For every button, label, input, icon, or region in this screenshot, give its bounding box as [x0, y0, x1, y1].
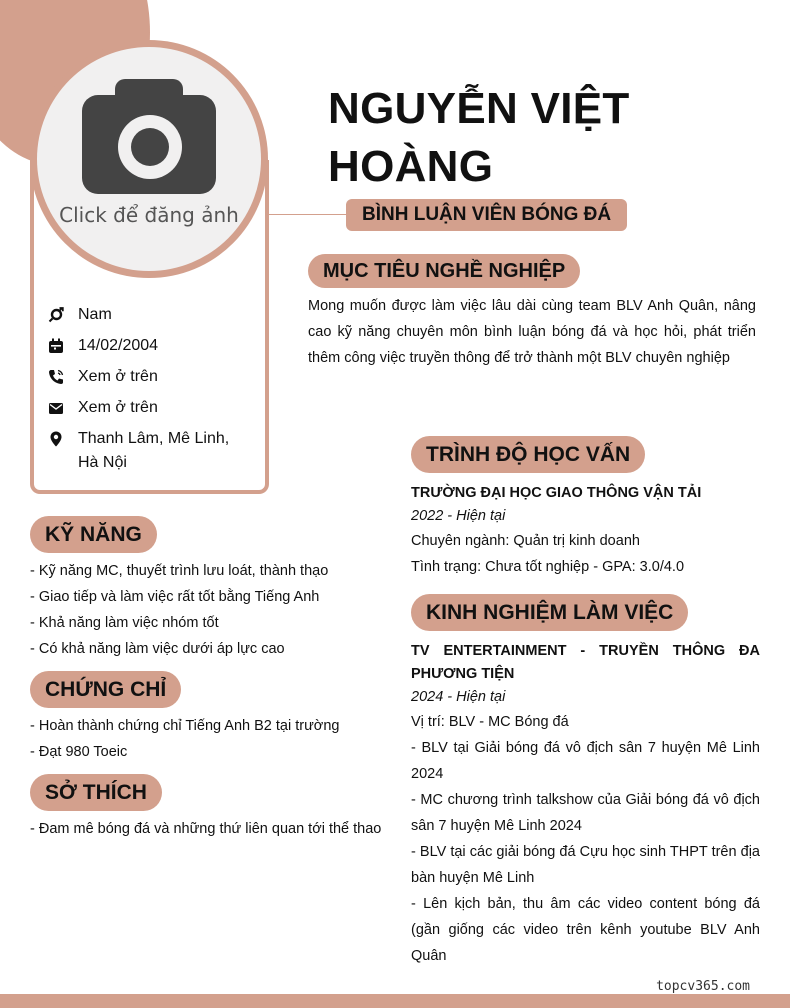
- experience-period: 2024 - Hiện tại: [411, 689, 506, 705]
- education-major: Chuyên ngành: Quản trị kinh doanh: [411, 533, 640, 549]
- phone-value: Xem ở trên: [78, 368, 158, 385]
- full-name-line2: HOÀNG: [328, 142, 494, 191]
- experience-company: TV ENTERTAINMENT - TRUYỀN THÔNG ĐA PHƯƠNG TIỆN: [411, 643, 760, 682]
- experience-item: - MC chương trình talkshow của Giải bóng đá vô địch sân 7 huyện Mê Linh 2024: [411, 792, 760, 834]
- envelope-icon: [48, 400, 64, 416]
- skill-item: - Có khả năng làm việc dưới áp lực cao: [30, 641, 285, 657]
- education-status: Tình trạng: Chưa tốt nghiệp - GPA: 3.0/4.0: [411, 559, 685, 575]
- education-school: TRƯỜNG ĐẠI HỌC GIAO THÔNG VẬN TẢI: [411, 485, 702, 501]
- certificate-item: - Hoàn thành chứng chỉ Tiếng Anh B2 tại trường: [30, 718, 340, 734]
- hobbies-heading: SỞ THÍCH: [30, 774, 162, 811]
- camera-icon-lens-inner[interactable]: [131, 128, 169, 166]
- calendar-icon: [48, 338, 64, 354]
- skill-item: - Kỹ năng MC, thuyết trình lưu loát, thành thạo: [30, 563, 329, 579]
- birthday-row: [48, 334, 158, 358]
- address-row: [48, 427, 229, 475]
- experience-item: - BLV tại các giải bóng đá Cựu học sinh THPT trên địa bàn huyện Mê Linh: [411, 844, 760, 886]
- objective-heading: MỤC TIÊU NGHỀ NGHIỆP: [308, 254, 580, 288]
- skill-item: - Giao tiếp và làm việc rất tốt bằng Tiếng Anh: [30, 589, 320, 605]
- experience-item: - Lên kịch bản, thu âm các video content bóng đá (gần giống các video trên kênh youtube BLV Anh Quân: [411, 896, 760, 964]
- skills-heading: KỸ NĂNG: [30, 516, 157, 553]
- address-line2: Hà Nội: [78, 454, 127, 471]
- location-pin-icon: [48, 431, 64, 447]
- hobby-item: - Đam mê bóng đá và những thứ liên quan tới thể thao: [30, 821, 382, 837]
- phone-row: [48, 365, 158, 389]
- footer-bar: [0, 994, 790, 1008]
- photo-upload-caption[interactable]: Click để đăng ảnh: [59, 203, 239, 227]
- gender-row: [48, 303, 112, 327]
- experience-item: - BLV tại Giải bóng đá vô địch sân 7 huyện Mê Linh 2024: [411, 740, 760, 782]
- birthday-value: 14/02/2004: [78, 337, 159, 354]
- job-title-badge: BÌNH LUẬN VIÊN BÓNG ĐÁ: [346, 199, 627, 231]
- watermark: topcv365.com: [656, 979, 750, 994]
- email-value: Xem ở trên: [78, 399, 158, 416]
- education-heading: TRÌNH ĐỘ HỌC VẤN: [411, 436, 645, 473]
- certificate-item: - Đạt 980 Toeic: [30, 744, 128, 760]
- skill-item: - Khả năng làm việc nhóm tốt: [30, 615, 219, 631]
- education-period: 2022 - Hiện tại: [411, 508, 506, 524]
- certificates-heading: CHỨNG CHỈ: [30, 671, 181, 708]
- gender-value: Nam: [78, 306, 112, 323]
- title-connector-line: [268, 214, 348, 215]
- full-name: [328, 80, 630, 196]
- experience-position: Vị trí: BLV - MC Bóng đá: [411, 714, 569, 730]
- gender-icon: [48, 307, 64, 323]
- phone-icon: [48, 369, 64, 385]
- full-name-line1: NGUYỄN VIỆT: [328, 84, 630, 133]
- address-line1: Thanh Lâm, Mê Linh,: [78, 430, 230, 447]
- email-row: [48, 396, 158, 420]
- objective-text: Mong muốn được làm việc lâu dài cùng team BLV Anh Quân, nâng cao kỹ năng chuyên môn bình luận bóng đá và học hỏi, phát triển thêm công việc truyền thông để trở thành một BLV chuyên nghiệp: [308, 298, 756, 366]
- experience-heading: KINH NGHIỆM LÀM VIỆC: [411, 594, 688, 631]
